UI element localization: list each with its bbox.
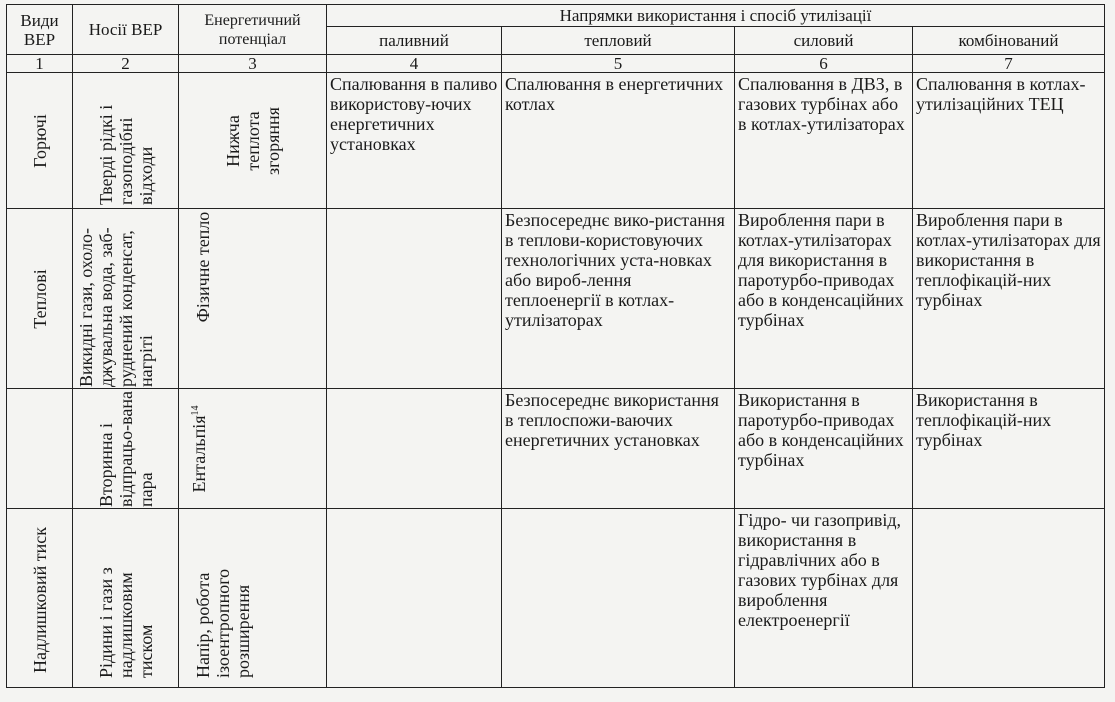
row-combined-text: Спалювання в котлах-утилізаційних ТЕЦ xyxy=(913,73,1105,209)
table-row-carrier-cell xyxy=(73,209,179,389)
row-carrier-label: Рідини і гази з надлишковим тиском xyxy=(95,567,156,678)
row-power-text: Вироблення пари в котлах-утилізаторах для використання в паротурбо-приводах або в конденсаційних турбінах xyxy=(735,209,913,389)
header-thermal: тепловий xyxy=(502,27,735,55)
row-power-text: Використання в паротурбо-приводах або в конденсаційних турбінах xyxy=(735,389,913,509)
utilization-table xyxy=(6,4,1105,688)
col-number: 5 xyxy=(502,55,735,73)
header-potential: Енергетичний потенціал xyxy=(179,5,327,55)
row-type-label: Надлишковий тиск xyxy=(29,527,50,673)
col-number: 6 xyxy=(735,55,913,73)
header-fuel: паливний xyxy=(327,27,502,55)
row-fuel-text xyxy=(327,509,502,688)
row-potential-label: Нижча теплота згоряння xyxy=(222,106,283,175)
row-fuel-text: Спалювання в паливо використову-ючих енергетичних установках xyxy=(327,73,502,209)
row-power-text: Гідро- чи газопривід, використання в гідравлічних або в газових турбінах для вироблення електроенергії xyxy=(735,509,913,688)
row-carrier-label: Тверді рідкі і газоподібні відходи xyxy=(95,104,156,205)
row-potential-label: Напір, робота ізоентропного розширення xyxy=(193,568,253,678)
table-row-potential-cell xyxy=(179,389,327,509)
table-row-type-cell xyxy=(7,73,73,209)
row-combined-text xyxy=(913,509,1105,688)
col-number: 3 xyxy=(179,55,327,73)
row-type-label: Горючі xyxy=(29,113,50,168)
col-number: 7 xyxy=(913,55,1105,73)
row-potential-label: Фізичне тепло xyxy=(193,211,213,323)
table-row-potential-cell xyxy=(179,73,327,209)
table-row-potential-cell xyxy=(179,209,327,389)
row-power-text: Спалювання в ДВЗ, в газових турбінах або в котлах-утилізаторах xyxy=(735,73,913,209)
table-row-carrier-cell xyxy=(73,389,179,509)
table-row-type-cell xyxy=(7,509,73,688)
row-type-label: Теплові xyxy=(29,268,50,329)
row-fuel-text xyxy=(327,209,502,389)
row-combined-text: Вироблення пари в котлах-утилізаторах для використання в теплофікацій-них турбінах xyxy=(913,209,1105,389)
col-number: 4 xyxy=(327,55,502,73)
row-thermal-text: Безпосереднє вико-ристання в теплови-користовуючих технологічних уста-новках або вироб-лення теплоенергії в котлах-утилізаторах xyxy=(502,209,735,389)
row-thermal-text: Безпосереднє використання в теплоспожи-ваючих енергетичних установках xyxy=(502,389,735,509)
row-carrier-label: Вторинна і відпрацьо-вана пара xyxy=(95,390,156,507)
header-power: силовий xyxy=(735,27,913,55)
potential-text: Ентальпія xyxy=(189,415,209,493)
row-fuel-text xyxy=(327,389,502,509)
table-row-type-cell xyxy=(7,389,73,509)
col-number: 2 xyxy=(73,55,179,73)
row-thermal-text: Спалювання в енергетичних котлах xyxy=(502,73,735,209)
table-row-potential-cell xyxy=(179,509,327,688)
col-number: 1 xyxy=(7,55,73,73)
header-types: Види ВЕР xyxy=(7,5,73,55)
header-usage-group: Напрямки використання і спосіб утилізації xyxy=(327,5,1105,27)
row-combined-text: Використання в теплофікацій-них турбінах xyxy=(913,389,1105,509)
row-potential-label xyxy=(189,406,209,493)
header-combined: комбінований xyxy=(913,27,1105,55)
row-thermal-text xyxy=(502,509,735,688)
footnote-mark: 14 xyxy=(190,405,201,416)
table-row-carrier-cell xyxy=(73,509,179,688)
row-carrier-label: Викидні гази, охоло-джувальна вода, заб-руднений конденсат, нагріті xyxy=(75,226,156,387)
header-carriers: Носії ВЕР xyxy=(73,5,179,55)
table-row-carrier-cell xyxy=(73,73,179,209)
table-row-type-cell xyxy=(7,209,73,389)
